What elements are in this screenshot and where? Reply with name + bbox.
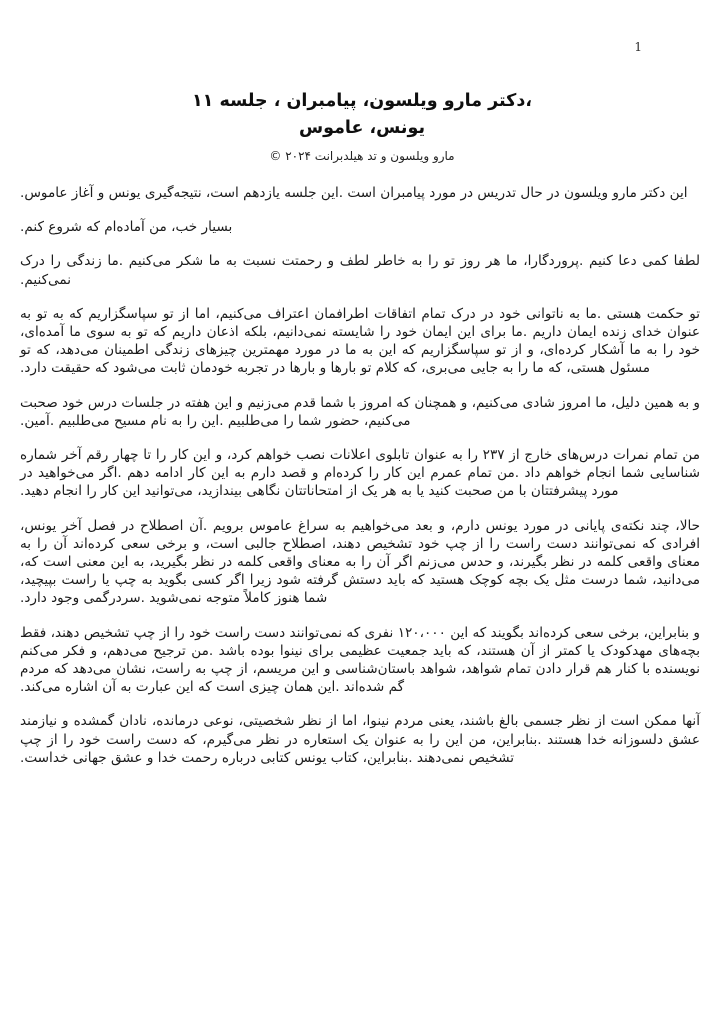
document-body xyxy=(0,163,724,767)
body-paragraph: این دکتر مارو ویلسون در حال تدریس در مورد پیامبران است .این جلسه یازدهم است، نتیجه‌گیری یونس و آغاز عاموس. xyxy=(20,185,688,201)
document-header xyxy=(0,0,724,163)
body-paragraph: آنها ممکن است از نظر جسمی بالغ باشند، یعنی مردم نینوا، اما از نظر شخصیتی، نوعی درمانده، نادان گمشده و نیازمند عشق دلسوزانه خدا هستند .بنابراین، من این را به عنوان یک استعاره در نظر می‌گیرم، که دست راست خود را از چپ تشخیص نمی‌دهند .بنابراین، کتاب یونس کتابی درباره رحمت خدا و عشق جهانی خداست. xyxy=(20,713,700,766)
body-paragraph: تو حکمت هستی .ما به ناتوانی خود در درک تمام اتفاقات اطرافمان اعتراف می‌کنیم، اما از تو سپاسگزاریم که به تو به عنوان خدای زنده ایمان داریم .ما برای این ایمان خود را شایسته نمی‌دانیم، بلکه اذعان داریم که تو به سوی ما آمده‌ای، خود را به ما آشکار کرده‌ای، و از تو سپاسگزاریم که این به ما در مورد مهمترین چیزهای زندگی اطمینان می‌دهد، که تو مسئول هستی، که ما را به جایی می‌بری، که کلام تو بارها و بارها در تجربه خودمان ثابت می‌شود که حقیقت دارد. xyxy=(20,305,700,377)
body-paragraph: و بنابراین، برخی سعی کرده‌اند بگویند که این ۱۲۰،۰۰۰ نفری که نمی‌توانند دست راست خود را از چپ تشخیص دهند، فقط بچه‌های مهدکودک یا کمتر از آن هستند، که باید جمعیت عظیمی برای نینوا بوده باشد .من ترجیح می‌دهم، و فکر می‌کنم نویسنده با کنار هم قرار دادن تمام شواهد، شواهد باستان‌شناسی و این مریسم، از چپ به راست، نشان می‌دهد که مردم گم شده‌اند .این همان چیزی است که این عبارت به آن اشاره می‌کند. xyxy=(20,624,700,696)
body-paragraph: و به همین دلیل، ما امروز شادی می‌کنیم، و همچنان که امروز با شما قدم می‌زنیم و این هفته در جلسات درس خود صحبت می‌کنیم، حضور شما را می‌طلبیم .این را به نام مسیح می‌طلبیم .آمین. xyxy=(19,394,700,429)
body-paragraph: حالا، چند نکته‌ی پایانی در مورد یونس دارم، و بعد می‌خواهیم به سراغ عاموس برویم .آن اصطلاح در فصل آخر یونس، افرادی که نمی‌توانند دست راست را از چپ خود تشخیص دهند، اصطلاح جالبی است، و برخی سعی کرده‌اند آن را به معنای واقعی کلمه در نظر بگیرند، و حدس می‌زنم اگر آن را به معنای واقعی کلمه در نظر بگیرید، به این معنی است که، می‌دانید، شما درست مثل یک بچه کوچک هستید که باید دستش گرفته شود زیرا اگر کسی بگوید به چپ یا راست بپیچید، شما هنوز کاملاً متوجه نمی‌شوید .سردرگمی وجود دارد. xyxy=(20,517,700,607)
page-number: 1 xyxy=(634,40,642,54)
body-paragraph: بسیار خب، من آماده‌ام که شروع کنم. xyxy=(20,219,233,236)
document-title-line1: ،دکتر مارو ویلسون، پیامبران ، جلسه ۱۱ xyxy=(192,91,532,111)
copyright-line: مارو ویلسون و تد هیلدبرانت ۲۰۲۴ © xyxy=(269,149,455,163)
body-paragraph: لطفا کمی دعا کنیم .پروردگارا، ما هر روز تو را به خاطر لطف و رحمتت نسبت به ما شکر می‌کنیم .ما زندگی را درک نمی‌کنیم. xyxy=(20,253,700,288)
document-title-line2: یونس، عاموس xyxy=(298,118,426,138)
body-paragraph: من تمام نمرات درس‌های خارج از ۲۳۷ را به عنوان تابلوی اعلانات نصب خواهم کرد، و این کار را تا چهار رقم آخر شماره شناسایی شما انجام خواهم داد .من تمام عمرم این کار را کرده‌ام و قصد دارم به این کار ادامه دهم .اگر می‌خواهید در مورد پیشرفتتان با من صحبت کنید یا به هر یک از امتحاناتتان نگاهی بیندازید، می‌توانید این کار را انجام دهید. xyxy=(20,447,700,500)
